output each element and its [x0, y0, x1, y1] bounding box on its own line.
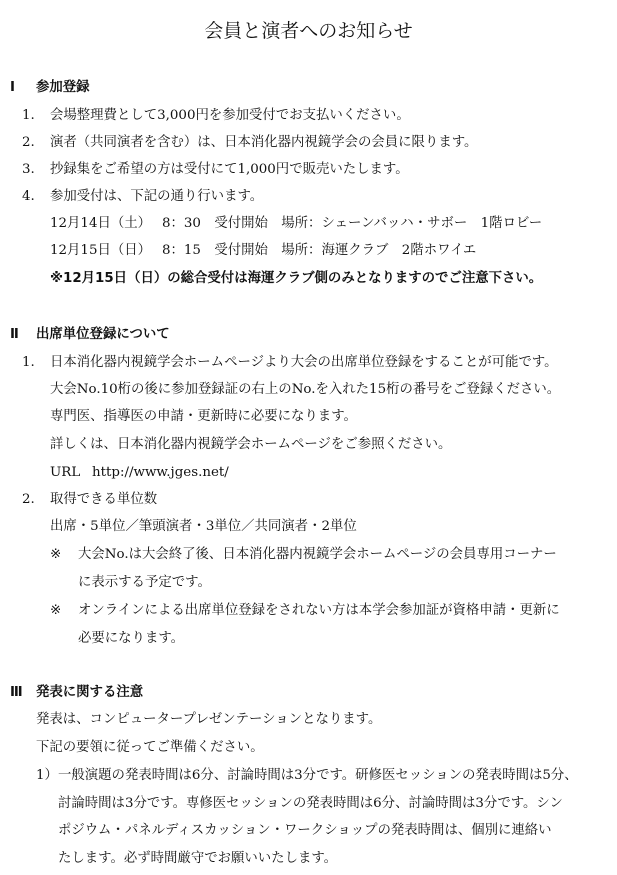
registration-note: ※12月15日（日）の総合受付は海運クラブ側のみとなりますのでご注意下さい。 [50, 271, 543, 286]
url-label: URL [50, 465, 81, 480]
list-item-number: 1. [22, 108, 35, 123]
note-line: オンラインによる出席単位登録をされない方は本学会参加証が資格申請・更新に [78, 603, 560, 618]
list-item-line: 一般演題の発表時間は6分、討論時間は3分です。研修医セッションの発表時間は5分、 [58, 768, 578, 783]
list-item-number: 2. [22, 135, 35, 150]
list-item: 抄録集をご希望の方は受付にて1,000円で販売いたします。 [50, 162, 409, 177]
url-link[interactable]: http://www.jges.net/ [92, 465, 229, 480]
section-heading: 発表に関する注意 [36, 685, 144, 700]
credit-units: 出席・5単位／筆頭演者・3単位／共同演者・2単位 [50, 519, 357, 534]
note-line: に表示する予定です。 [78, 575, 211, 590]
page-title: 会員と演者へのお知らせ [204, 20, 413, 42]
note-line: 大会No.は大会終了後、日本消化器内視鏡学会ホームページの会員専用コーナー [78, 547, 557, 562]
section-numeral: Ⅰ [10, 80, 15, 95]
list-item: 日本消化器内視鏡学会ホームページより大会の出席単位登録をすることが可能です。 [50, 355, 558, 370]
list-item: 会場整理費として3,000円を参加受付でお支払いください。 [50, 108, 410, 123]
intro-line: 下記の要領に従ってご準備ください。 [36, 740, 264, 755]
section-numeral: Ⅱ [10, 327, 19, 342]
note-line: 必要になります。 [78, 631, 185, 646]
note-mark: ※ [50, 547, 62, 562]
list-item: 参加受付は、下記の通り行います。 [50, 189, 264, 204]
list-item-line: 大会No.10桁の後に参加登録証の右上のNo.を入れた15桁の番号をご登録ください。 [50, 382, 561, 397]
list-item-number: 2. [22, 492, 35, 507]
list-item-line: ポジウム・パネルディスカッション・ワークショップの発表時間は、個別に連絡い [58, 823, 552, 838]
list-item-number: 1. [22, 355, 35, 370]
list-item-number: 3. [22, 162, 35, 177]
list-item: 取得できる単位数 [50, 492, 158, 507]
list-item-line: たします。必ず時間厳守でお願いいたします。 [58, 851, 338, 866]
intro-line: 発表は、コンピュータープレゼンテーションとなります。 [36, 712, 382, 727]
note-mark: ※ [50, 603, 62, 618]
list-item-line: 討論時間は3分です。専修医セッションの発表時間は6分、討論時間は3分です。シン [58, 796, 563, 811]
list-item-line: 詳しくは、日本消化器内視鏡学会ホームページをご参照ください。 [50, 437, 452, 452]
list-item-number: 4. [22, 189, 35, 204]
section-heading: 出席単位登録について [36, 327, 170, 342]
section-heading: 参加登録 [36, 80, 90, 95]
list-item: 演者（共同演者を含む）は、日本消化器内視鏡学会の会員に限ります。 [50, 135, 478, 150]
list-item-line: 専門医、指導医の申請・更新時に必要になります。 [50, 409, 357, 424]
schedule-line: 12月15日（日） 8：15 受付開始 場所：海運クラブ 2階ホワイエ [50, 243, 477, 258]
section-numeral: Ⅲ [10, 685, 23, 700]
list-item-number: 1） [36, 768, 58, 783]
schedule-line: 12月14日（土） 8：30 受付開始 場所：シェーンバッハ・サボー 1階ロビー [50, 216, 543, 231]
